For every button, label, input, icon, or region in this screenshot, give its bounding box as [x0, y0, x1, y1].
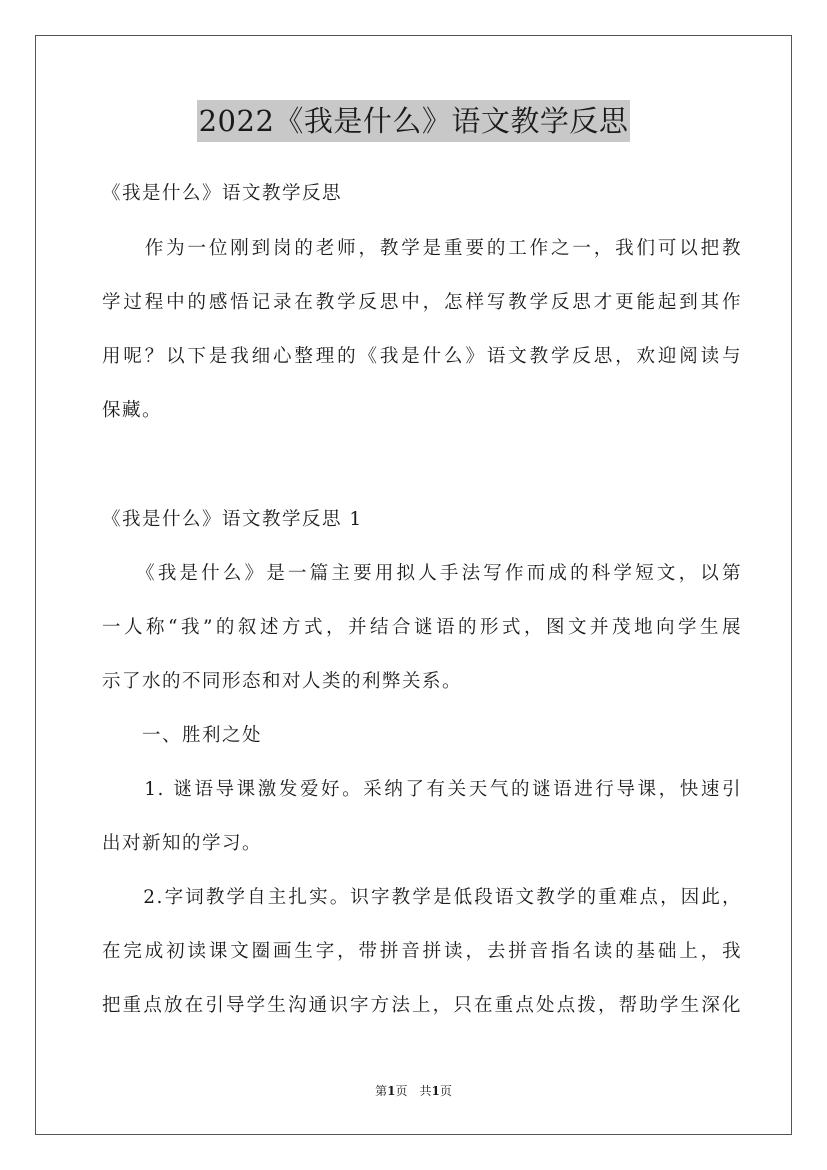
section-heading: 《我是什么》语文教学反思 1 — [102, 509, 363, 530]
intro-line-3: 用呢？以下是我细心整理的《我是什么》语文教学反思，欢迎阅读与 — [102, 346, 742, 367]
section-line-8: 在完成初读课文圈画生字，带拼音拼读，去拼音指名读的基础上，我 — [102, 941, 742, 962]
section-line-1: 《我是什么》是一篇主要用拟人手法写作而成的科学短文，以第 — [102, 563, 742, 584]
section-line-7: 2.字词教学自主扎实。识字教学是低段语文教学的重难点，因此， — [102, 887, 742, 908]
footer-page-current: 1 — [387, 1084, 396, 1098]
section-line-3: 示了水的不同形态和对人类的利弊关系。 — [102, 671, 463, 692]
footer-page-suffix: 页 — [439, 1084, 452, 1098]
footer-page-mid: 页 共 — [395, 1084, 432, 1098]
section-line-2: 一人称“我”的叙述方式，并结合谜语的形式，图文并茂地向学生展 — [102, 617, 742, 638]
intro-line-4: 保藏。 — [102, 400, 163, 421]
subtitle: 《我是什么》语文教学反思 — [102, 183, 343, 204]
title-container — [0, 100, 827, 142]
intro-line-1: 作为一位刚到岗的老师，教学是重要的工作之一，我们可以把教 — [102, 238, 742, 259]
section-line-5: 1. 谜语导课激发爱好。采纳了有关天气的谜语进行导课，快速引 — [102, 779, 742, 800]
document-title: 2022《我是什么》语文教学反思 — [197, 100, 631, 142]
intro-line-2: 学过程中的感悟记录在教学反思中，怎样写教学反思才更能起到其作 — [102, 292, 742, 313]
footer-page-prefix: 第 — [375, 1084, 388, 1098]
footer-page-total: 1 — [431, 1084, 440, 1098]
section-line-6: 出对新知的学习。 — [102, 833, 263, 854]
section-line-9: 把重点放在引导学生沟通识字方法上，只在重点处点拨，帮助学生深化 — [102, 995, 742, 1016]
section-line-4: 一、胜利之处 — [102, 725, 263, 746]
page-footer — [0, 1083, 827, 1099]
